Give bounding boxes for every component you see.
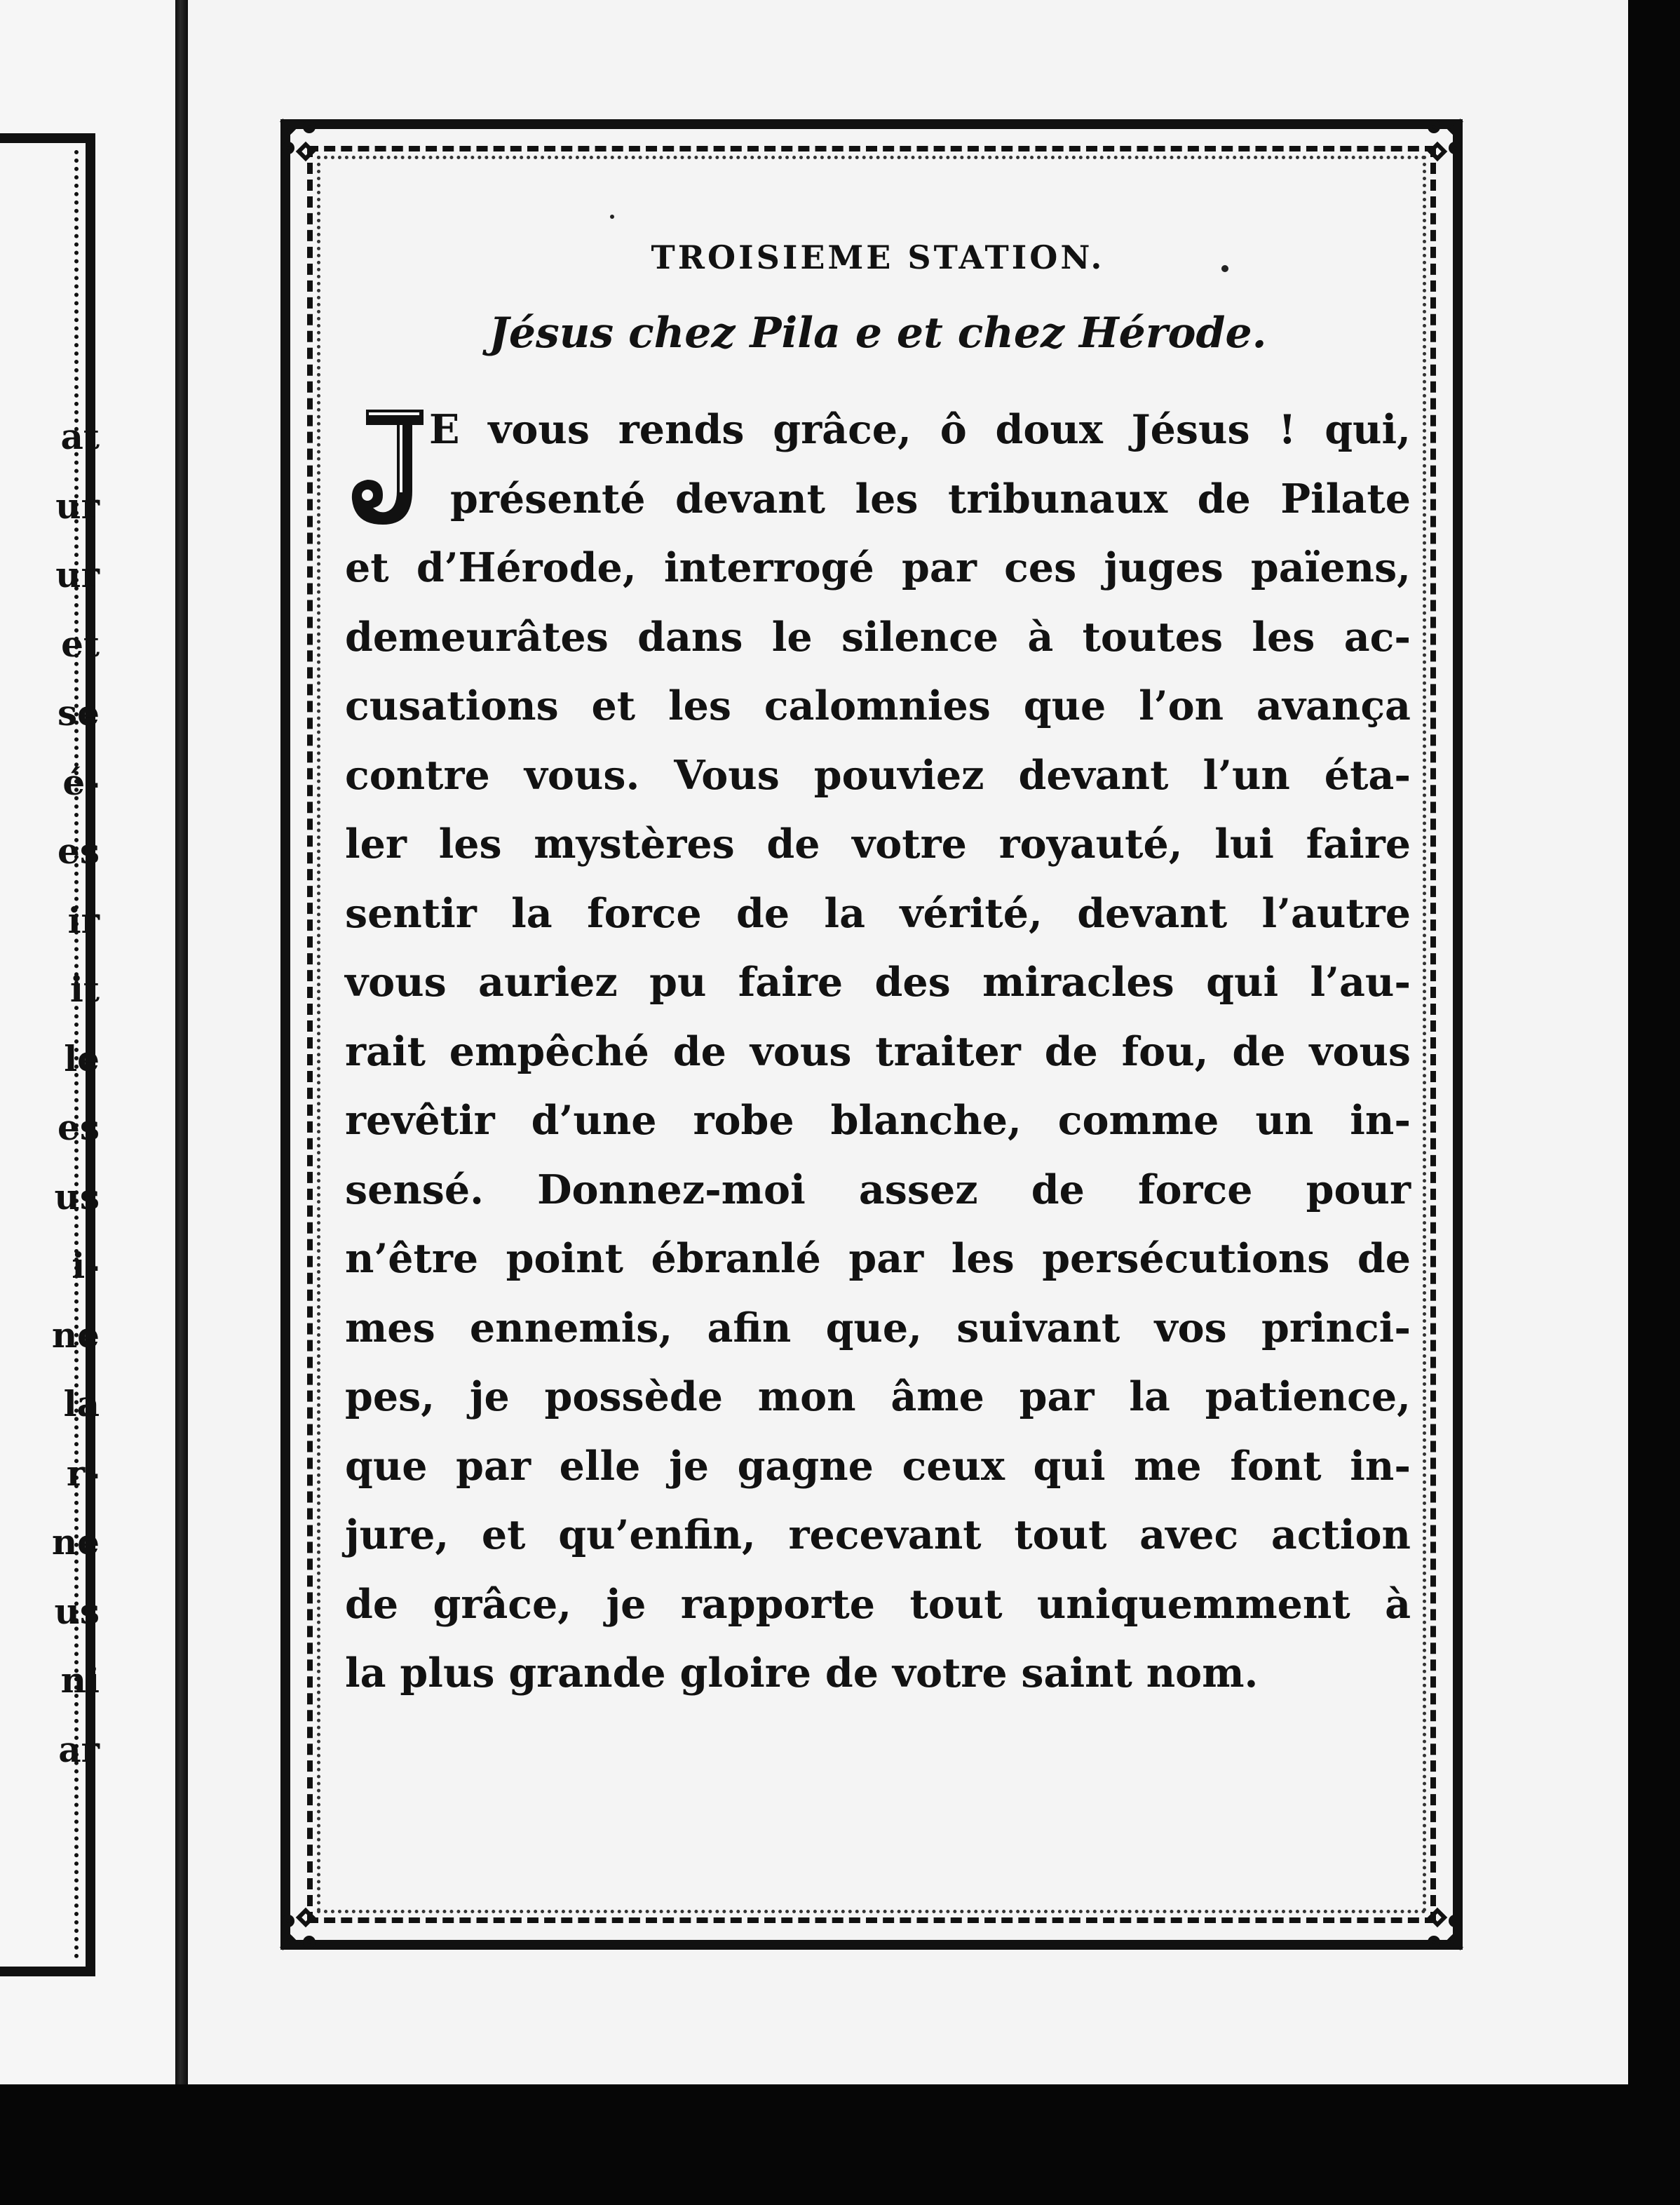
prayer-line: que par elle je gagne ceux qui me font in- bbox=[345, 1442, 1411, 1490]
station-subtitle: Jésus chez Pila e et chez Hérode. bbox=[489, 309, 1267, 358]
prayer-line: rait empêché de vous traiter de fou, de vous bbox=[345, 1027, 1411, 1075]
prayer-line: la plus grande gloire de votre saint nom. bbox=[345, 1650, 1259, 1697]
prayer-line: demeurâtes dans le silence à toutes les ac- bbox=[345, 613, 1411, 661]
left-page-line-ending: ne bbox=[51, 1521, 100, 1563]
left-page-line-ending: i- bbox=[72, 1245, 100, 1286]
ink-speck bbox=[610, 215, 614, 219]
book-spine bbox=[175, 0, 188, 2084]
left-page-line-ending: ur bbox=[55, 485, 100, 527]
left-page-line-ending: us bbox=[54, 1590, 100, 1632]
left-page-line-ending: ur bbox=[55, 554, 100, 595]
prayer-text bbox=[345, 396, 1411, 1708]
ink-speck bbox=[1221, 265, 1228, 272]
frame-corner-ornament-bottom-left bbox=[278, 1889, 341, 1953]
left-page-line-ending: é- bbox=[62, 761, 100, 803]
prayer-line: sensé. Donnez-moi assez de force pour bbox=[345, 1166, 1411, 1213]
station-content bbox=[345, 238, 1411, 1708]
left-page-line-ending: le bbox=[64, 1037, 100, 1079]
prayer-line: cusations et les calomnies que l’on avança bbox=[345, 682, 1411, 729]
left-page-line-ending: at bbox=[60, 416, 100, 457]
frame-corner-ornament-top-left bbox=[278, 116, 341, 180]
prayer-line: vous auriez pu faire des miracles qui l’au- bbox=[345, 959, 1411, 1006]
left-page-line-ending: ni bbox=[60, 1659, 100, 1701]
prayer-line: contre vous. Vous pouviez devant l’un éta- bbox=[345, 751, 1411, 799]
prayer-line: sentir la force de la vérité, devant l’autre bbox=[345, 889, 1411, 937]
left-page-line-ending: se bbox=[57, 692, 100, 734]
prayer-line: ler les mystères de votre royauté, lui faire bbox=[345, 821, 1411, 868]
prayer-line: E vous rends grâce, ô doux Jésus ! qui, bbox=[429, 406, 1411, 453]
station-title: TROISIEME STATION. bbox=[651, 238, 1105, 276]
left-page-line-ending: us bbox=[54, 1175, 100, 1218]
prayer-line: présenté devant les tribunaux de Pilate bbox=[450, 475, 1411, 522]
left-page-line-ending: et bbox=[61, 623, 100, 665]
prayer-line: pes, je possède mon âme par la patience, bbox=[345, 1373, 1411, 1420]
scan-edge-right bbox=[1628, 0, 1680, 2205]
left-page-line-ending: r- bbox=[66, 1452, 100, 1494]
prayer-line: jure, et qu’enfin, recevant tout avec action bbox=[345, 1511, 1411, 1558]
left-page-fragment bbox=[0, 0, 177, 2084]
left-page-line-ending: la bbox=[63, 1383, 100, 1424]
scan-edge-bottom bbox=[0, 2084, 1680, 2205]
prayer-line: mes ennemis, afin que, suivant vos princi- bbox=[345, 1304, 1411, 1351]
dropcap-j bbox=[345, 401, 428, 534]
prayer-line: n’être point ébranlé par les persécutions de bbox=[345, 1235, 1411, 1282]
frame-corner-ornament-top-right bbox=[1402, 116, 1465, 180]
left-page-line-ending: es bbox=[57, 830, 100, 872]
frame-corner-ornament-bottom-right bbox=[1402, 1889, 1465, 1953]
prayer-line: et d’Hérode, interrogé par ces juges païens, bbox=[345, 544, 1411, 591]
prayer-line: de grâce, je rapporte tout uniquemment à bbox=[345, 1580, 1411, 1628]
left-page-line-ending: it bbox=[69, 969, 100, 1010]
left-page-line-ending: ar bbox=[58, 1728, 100, 1770]
left-page-line-ending: es bbox=[57, 1107, 100, 1148]
prayer-line: revêtir d’une robe blanche, comme un in- bbox=[345, 1097, 1411, 1144]
left-page-line-ending: ir bbox=[67, 899, 100, 941]
left-page-line-ending: ne bbox=[51, 1314, 100, 1356]
